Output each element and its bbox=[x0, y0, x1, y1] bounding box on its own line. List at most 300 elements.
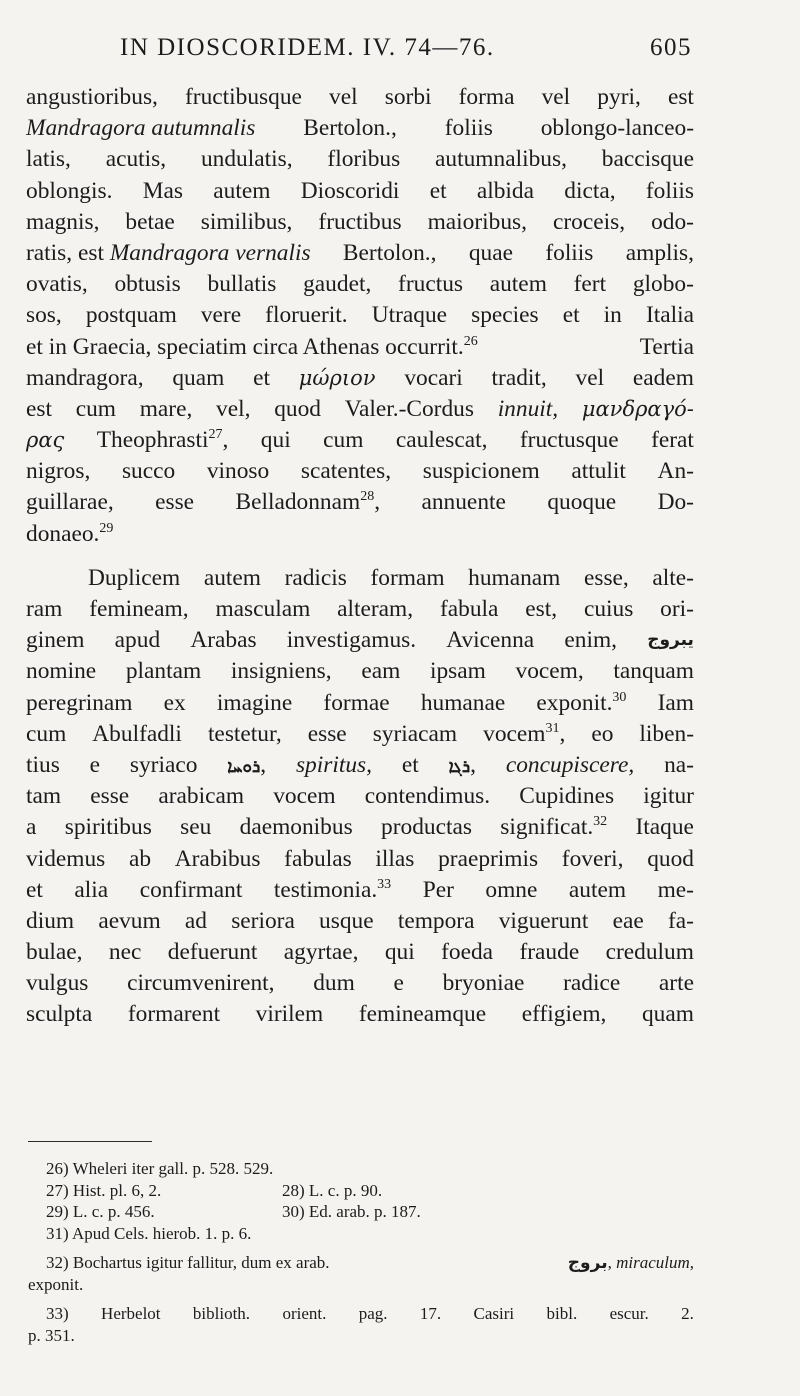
word: esse bbox=[155, 489, 195, 516]
word: forma bbox=[458, 84, 515, 110]
word: autem bbox=[203, 564, 261, 591]
word: radice bbox=[563, 970, 621, 997]
word: magnis, bbox=[26, 208, 100, 235]
text-fragment bbox=[235, 487, 380, 518]
word: Herbelot bbox=[101, 1304, 161, 1323]
text-fragment bbox=[449, 750, 476, 781]
word: nigros, bbox=[26, 458, 91, 485]
text-line bbox=[26, 425, 694, 456]
word: est, bbox=[525, 596, 558, 622]
word: vel bbox=[329, 84, 358, 110]
word: alteram, bbox=[337, 596, 414, 622]
word: gaudet, bbox=[303, 271, 372, 298]
word: alia bbox=[74, 876, 109, 903]
word: aevum bbox=[98, 907, 161, 934]
text-line bbox=[26, 563, 694, 594]
word: vere bbox=[200, 302, 242, 329]
word: pyri, bbox=[597, 84, 641, 110]
paragraph-2 bbox=[26, 563, 694, 1031]
word: fraude bbox=[519, 939, 580, 966]
word: esse bbox=[307, 720, 347, 747]
word: eae bbox=[612, 907, 644, 934]
word: foveri, bbox=[561, 845, 624, 872]
word: est bbox=[667, 84, 694, 110]
greek-word: μώριον bbox=[298, 365, 376, 390]
word: apud bbox=[114, 627, 161, 654]
word: bullatis bbox=[207, 271, 277, 298]
footnote-26: 26) Wheleri iter gall. p. 528. 529. bbox=[46, 1159, 274, 1178]
word: innuit, bbox=[497, 395, 559, 422]
footnote-ref: 27 bbox=[208, 427, 223, 443]
paragraph-1 bbox=[26, 82, 694, 550]
word: Avicenna bbox=[446, 627, 535, 654]
word: annuente bbox=[421, 489, 506, 516]
text-line bbox=[26, 82, 694, 113]
word: tanquam bbox=[613, 658, 694, 685]
footnote-32-continued: exponit. bbox=[28, 1274, 84, 1294]
footnote-30: 30) Ed. arab. p. 187. bbox=[282, 1202, 421, 1221]
text-line bbox=[26, 113, 694, 144]
word: et bbox=[562, 302, 580, 329]
word: maioribus, bbox=[427, 208, 527, 235]
word: productas bbox=[381, 814, 472, 841]
word: e bbox=[89, 751, 101, 778]
punctuation: , bbox=[559, 720, 566, 747]
word: nec bbox=[108, 939, 142, 966]
word: succo bbox=[121, 458, 176, 485]
word: et bbox=[401, 751, 419, 778]
word: latis, bbox=[26, 146, 71, 173]
word: femineamque bbox=[358, 1001, 487, 1028]
word: Italia bbox=[645, 302, 694, 329]
word: ad bbox=[184, 907, 207, 934]
word: Duplicem bbox=[88, 564, 181, 591]
word: postquam bbox=[85, 302, 177, 329]
syriac-word: ܪܘܚܐ bbox=[227, 756, 261, 777]
word: Casiri bbox=[473, 1304, 515, 1323]
word: vocari bbox=[404, 364, 463, 391]
word: caulescat, bbox=[395, 427, 488, 454]
word: syriaco bbox=[129, 751, 198, 778]
footnote-row bbox=[28, 1180, 694, 1202]
footnote-33 bbox=[28, 1303, 694, 1325]
word: quae bbox=[468, 239, 513, 266]
text-line bbox=[26, 968, 694, 999]
word: virilem bbox=[255, 1001, 324, 1028]
word: quod bbox=[647, 845, 694, 872]
word: qui bbox=[384, 939, 415, 966]
greek-word: μανδραγό- bbox=[581, 396, 694, 421]
footnote-ref: 33 bbox=[377, 876, 392, 892]
text-line bbox=[26, 363, 694, 394]
word: enim, bbox=[564, 627, 618, 654]
word: igitur bbox=[643, 783, 694, 810]
word: arabicam bbox=[158, 783, 245, 810]
word: betae bbox=[125, 208, 175, 235]
word: quam bbox=[172, 364, 225, 391]
word: attulit bbox=[571, 458, 626, 485]
word: quoque bbox=[547, 489, 617, 516]
word: cuius bbox=[583, 596, 634, 622]
footnote-row bbox=[28, 1201, 694, 1223]
word: et bbox=[429, 177, 447, 204]
text-line bbox=[26, 300, 694, 331]
word: Abulfadli bbox=[92, 720, 182, 747]
word: viguerunt bbox=[498, 907, 589, 934]
word: floribus bbox=[327, 146, 401, 173]
word: arte bbox=[658, 970, 694, 997]
word: humanam bbox=[468, 564, 561, 591]
word: undulatis, bbox=[200, 146, 293, 173]
word: cum bbox=[323, 427, 364, 454]
word: est bbox=[26, 395, 52, 422]
word: quam bbox=[641, 1001, 694, 1028]
word: foliis bbox=[645, 177, 694, 204]
word: vocem bbox=[273, 783, 336, 810]
word: eo bbox=[591, 720, 614, 747]
species-name: Mandragora autumnalis bbox=[26, 115, 256, 142]
text-fragment bbox=[274, 875, 391, 906]
word: plantam bbox=[125, 658, 202, 685]
text-line bbox=[26, 519, 694, 550]
word: Arabas bbox=[190, 627, 257, 654]
word: vocem bbox=[483, 720, 546, 747]
running-header bbox=[120, 34, 692, 74]
word: albida bbox=[476, 177, 535, 204]
text-fragment bbox=[500, 812, 607, 843]
text-fragment bbox=[568, 1252, 694, 1274]
text-line bbox=[26, 999, 694, 1030]
footnote-ref: 28 bbox=[360, 489, 375, 505]
word: ram bbox=[26, 596, 63, 622]
word: bryoniae bbox=[442, 970, 525, 997]
text-line bbox=[26, 688, 694, 719]
footnote-ref: 31 bbox=[545, 720, 560, 736]
word: testimonia. bbox=[273, 876, 378, 903]
footnote-29: 29) L. c. p. 456. bbox=[46, 1202, 155, 1221]
word: femineam, bbox=[89, 596, 189, 622]
word: fructibusque bbox=[185, 84, 302, 110]
footnote-32 bbox=[28, 1252, 694, 1274]
word: concupiscere, bbox=[505, 751, 635, 778]
text-line bbox=[26, 394, 694, 425]
word: et bbox=[26, 876, 43, 903]
text-fragment bbox=[536, 688, 626, 719]
word: agyrtae, bbox=[283, 939, 359, 966]
word: autem bbox=[213, 177, 271, 204]
text-line bbox=[26, 906, 694, 937]
word: me- bbox=[657, 876, 694, 903]
word: autem bbox=[489, 271, 547, 298]
word: ex bbox=[163, 689, 186, 716]
text-line bbox=[26, 238, 694, 269]
word: effigiem, bbox=[521, 1001, 607, 1028]
text-fragment bbox=[26, 238, 311, 269]
word: contendimus. bbox=[364, 783, 491, 810]
word: sculpta bbox=[26, 1001, 93, 1028]
text-fragment bbox=[97, 425, 229, 456]
word: Valer.-Cordus bbox=[344, 395, 474, 422]
word: 33) bbox=[46, 1304, 69, 1323]
word: significat. bbox=[500, 814, 594, 841]
word: credulum bbox=[605, 939, 694, 966]
punctuation: , bbox=[222, 427, 229, 454]
word: croceis, bbox=[552, 208, 626, 235]
word: oblongis. bbox=[26, 177, 113, 204]
footnotes bbox=[28, 1158, 694, 1346]
text-line bbox=[26, 456, 694, 487]
word: Dioscoridi bbox=[300, 177, 400, 204]
word: exponit. bbox=[536, 689, 613, 716]
word: mandragora, bbox=[26, 364, 144, 391]
word: videmus bbox=[26, 845, 106, 872]
word: Theophrasti bbox=[96, 427, 209, 454]
syriac-word: ܪܓܐ bbox=[448, 756, 471, 777]
word: praeprimis bbox=[438, 845, 539, 872]
word: ginem bbox=[26, 627, 85, 654]
word: quod bbox=[274, 395, 321, 422]
text-fragment bbox=[483, 719, 565, 750]
word: bulae, bbox=[26, 939, 83, 966]
word: formae bbox=[323, 689, 390, 716]
word: fructusque bbox=[519, 427, 619, 454]
text-line bbox=[26, 332, 694, 363]
text-run: et in Graecia, speciatim circa Athenas occurrit. bbox=[26, 333, 464, 360]
text-line bbox=[26, 625, 694, 656]
word: species bbox=[471, 302, 539, 329]
word: pag. bbox=[358, 1304, 388, 1323]
word: qui bbox=[260, 427, 291, 454]
footnote-gloss: miraculum, bbox=[616, 1253, 694, 1272]
word: peregrinam bbox=[26, 689, 133, 716]
word: amplis, bbox=[625, 239, 694, 266]
word: spiritus, bbox=[295, 751, 372, 778]
word: testetur, bbox=[207, 720, 282, 747]
word: oblongo-lanceo- bbox=[540, 115, 694, 142]
word: na- bbox=[664, 751, 694, 778]
word: Per bbox=[422, 876, 454, 903]
word: nomine bbox=[26, 658, 97, 685]
word: fructibus bbox=[318, 208, 402, 235]
word: humanae bbox=[420, 689, 506, 716]
word: vel, bbox=[216, 395, 251, 422]
word: mare, bbox=[139, 395, 193, 422]
word: omne bbox=[485, 876, 538, 903]
word: vinoso bbox=[206, 458, 270, 485]
word: ori- bbox=[660, 596, 694, 622]
punctuation: , bbox=[470, 751, 477, 778]
word: baccisque bbox=[601, 146, 694, 173]
word: foliis bbox=[444, 115, 493, 142]
word: seriora bbox=[231, 907, 295, 934]
word: formam bbox=[370, 564, 445, 591]
word: similibus, bbox=[200, 208, 293, 235]
word: illas bbox=[375, 845, 415, 872]
word: orient. bbox=[282, 1304, 327, 1323]
arabic-word: بروج bbox=[567, 1253, 608, 1273]
word: Arabibus bbox=[174, 845, 261, 872]
word: spiritibus bbox=[64, 814, 152, 841]
running-title: IN DIOSCORIDEM. IV. 74—76. bbox=[120, 34, 495, 61]
word: esse, bbox=[583, 564, 629, 591]
word: Itaque bbox=[635, 814, 694, 841]
word: usque bbox=[319, 907, 374, 934]
word: sorbi bbox=[384, 84, 432, 110]
word: daemonibus bbox=[239, 814, 353, 841]
footnote-ref: 29 bbox=[99, 520, 114, 536]
word: ovatis, bbox=[26, 271, 88, 298]
footnote-27: 27) Hist. pl. 6, 2. bbox=[46, 1180, 162, 1200]
word: investigamus. bbox=[286, 627, 417, 654]
page-number: 605 bbox=[650, 34, 692, 61]
word: fructus bbox=[398, 271, 463, 298]
text-line bbox=[26, 937, 694, 968]
word: ab bbox=[128, 845, 152, 872]
word: An- bbox=[657, 458, 694, 485]
word: tempora bbox=[397, 907, 475, 934]
word: et bbox=[253, 364, 270, 391]
footnote-28: 28) L. c. p. 90. bbox=[282, 1180, 383, 1200]
word: fa- bbox=[667, 907, 694, 934]
word: cum bbox=[26, 720, 67, 747]
word: bibl. bbox=[546, 1304, 578, 1323]
arabic-word: يبروج bbox=[647, 630, 694, 651]
word: imagine bbox=[216, 689, 293, 716]
word: escur. bbox=[609, 1304, 649, 1323]
text-line bbox=[26, 656, 694, 687]
punctuation: , bbox=[607, 1253, 612, 1272]
word: Mas bbox=[142, 177, 183, 204]
species-name: Mandragora vernalis bbox=[109, 239, 311, 266]
text-line bbox=[26, 594, 694, 625]
punctuation: , bbox=[374, 489, 381, 516]
word: liben- bbox=[639, 720, 694, 747]
punctuation: , bbox=[260, 751, 267, 778]
word: tius bbox=[26, 751, 60, 778]
word: odo- bbox=[651, 208, 694, 235]
word: angustioribus, bbox=[26, 84, 158, 110]
word: Do- bbox=[657, 489, 694, 516]
text-line bbox=[26, 207, 694, 238]
word: dicta, bbox=[564, 177, 616, 204]
word: 2. bbox=[681, 1304, 694, 1323]
word: scatentes, bbox=[300, 458, 392, 485]
word: tam bbox=[26, 783, 62, 810]
word: radicis bbox=[284, 564, 347, 591]
word: acutis, bbox=[105, 146, 167, 173]
paragraph-gap bbox=[26, 550, 694, 563]
word: sos, bbox=[26, 302, 62, 329]
footnote-31: 31) Apud Cels. hierob. 1. p. 6. bbox=[46, 1223, 252, 1243]
word: formarent bbox=[127, 1001, 221, 1028]
word: autumnalibus, bbox=[435, 146, 567, 173]
word: seu bbox=[180, 814, 212, 841]
word: autem bbox=[568, 876, 627, 903]
text-fragment bbox=[227, 750, 266, 781]
text-fragment bbox=[26, 332, 478, 363]
word: Bertolon., bbox=[303, 115, 397, 142]
word: in bbox=[603, 302, 622, 329]
word: obtusis bbox=[114, 271, 181, 298]
word: Belladonnam bbox=[235, 489, 361, 516]
text-line bbox=[26, 269, 694, 300]
word: foeda bbox=[441, 939, 494, 966]
footnote-ref: 30 bbox=[612, 689, 627, 705]
word: a bbox=[26, 814, 37, 841]
word: fert bbox=[573, 271, 607, 298]
footnote-gap bbox=[28, 1295, 694, 1303]
text-line bbox=[26, 875, 694, 906]
word: guillarae, bbox=[26, 489, 114, 516]
text-line bbox=[26, 144, 694, 175]
word: ferat bbox=[651, 427, 694, 454]
text-run: ratis, est bbox=[26, 239, 104, 266]
text-line bbox=[26, 781, 694, 812]
word: fabula bbox=[439, 596, 499, 622]
word: Tertia bbox=[639, 333, 694, 360]
word: defuerunt bbox=[167, 939, 258, 966]
footnote-33-continued: p. 351. bbox=[28, 1325, 75, 1345]
word: biblioth. bbox=[192, 1304, 251, 1323]
text-line bbox=[26, 719, 694, 750]
word: vel bbox=[575, 364, 605, 391]
word: Iam bbox=[657, 689, 694, 716]
text-fragment bbox=[26, 519, 113, 550]
word: masculam bbox=[215, 596, 311, 622]
footnote-gap bbox=[28, 1244, 694, 1252]
word: alte- bbox=[652, 564, 694, 591]
word: circumvenirent, bbox=[127, 970, 275, 997]
word: eadem bbox=[632, 364, 694, 391]
word: Cupidines bbox=[519, 783, 615, 810]
footnote-text: 32) Bochartus igitur fallitur, dum ex arab. bbox=[46, 1253, 330, 1272]
word: vocem, bbox=[515, 658, 584, 685]
word: insigniens, bbox=[230, 658, 332, 685]
footnote-rule bbox=[28, 1141, 152, 1142]
word: cum bbox=[75, 395, 116, 422]
word: eam bbox=[361, 658, 401, 685]
word: ipsam bbox=[429, 658, 486, 685]
word: donaeo. bbox=[26, 520, 100, 547]
word: 17. bbox=[419, 1304, 442, 1323]
word: fabulas bbox=[284, 845, 352, 872]
word: dium bbox=[26, 907, 75, 934]
word: foliis bbox=[545, 239, 594, 266]
word: suspicionem bbox=[422, 458, 540, 485]
text-line bbox=[26, 750, 694, 781]
word: Utraque bbox=[371, 302, 448, 329]
word: syriacam bbox=[372, 720, 458, 747]
word: e bbox=[393, 970, 404, 997]
footnote-ref: 26 bbox=[463, 333, 478, 349]
word: tradit, bbox=[491, 364, 547, 391]
word: esse bbox=[90, 783, 130, 810]
word: confirmant bbox=[139, 876, 243, 903]
word: Bertolon., bbox=[342, 239, 437, 266]
main-text bbox=[26, 82, 694, 1031]
text-line bbox=[26, 812, 694, 843]
word: dum bbox=[313, 970, 355, 997]
text-line bbox=[26, 844, 694, 875]
word: globo- bbox=[632, 271, 694, 298]
footnote-ref: 32 bbox=[593, 814, 608, 830]
word: vulgus bbox=[26, 970, 89, 997]
word: vel bbox=[541, 84, 571, 110]
word: floruerit. bbox=[265, 302, 348, 329]
greek-word: ρας bbox=[26, 428, 65, 453]
text-line bbox=[26, 487, 694, 518]
text-line bbox=[26, 176, 694, 207]
